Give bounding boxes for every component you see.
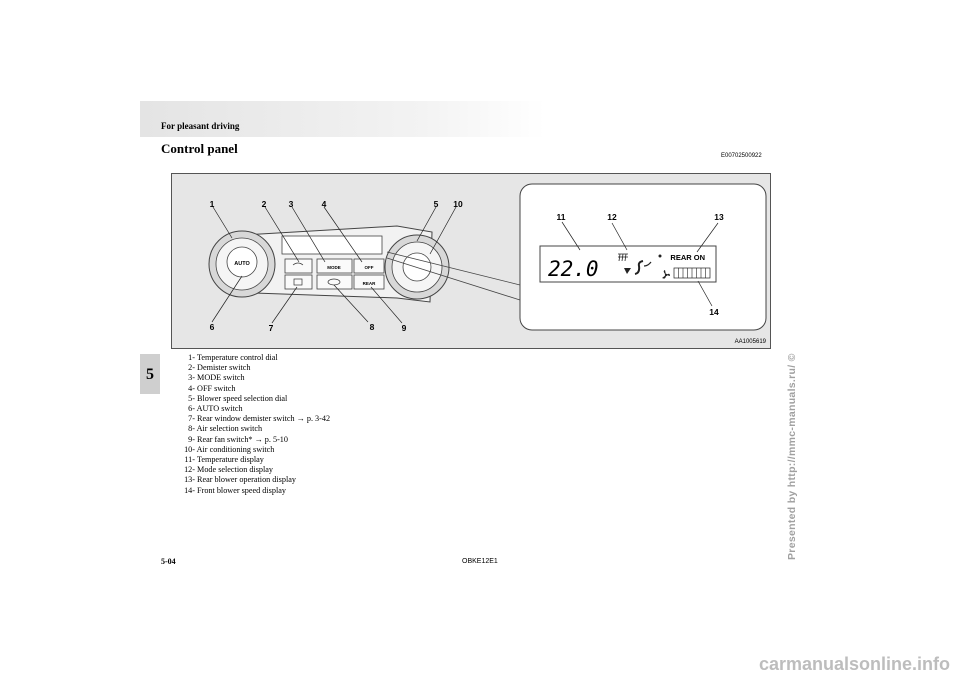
chapter-tab-number: 5 [146,366,154,383]
legend-item: 10- Air conditioning switch [184,444,275,454]
rear-on-display: REAR ON [670,253,705,262]
page-title: Control panel [161,141,238,156]
legend-list [168,353,330,496]
callout-11: 11 [556,212,566,222]
control-panel-illustration [172,174,771,349]
site-footer: carmanualsonline.info [758,654,950,674]
air-selection-switch [317,275,352,289]
legend-item: 3- MODE switch [188,373,245,383]
manual-code: OBKE12E1 [462,558,498,565]
blower-dial [385,235,449,299]
callout-10: 10 [453,199,463,209]
figure-code: AA1005619 [734,339,766,345]
blower-speed-bars [674,268,710,278]
rear-switch-label: REAR [362,281,376,286]
legend-item: 6- AUTO switch [188,404,243,414]
callout-5: 5 [433,199,439,209]
watermark-text: Presented by http://mmc-manuals.ru/ © [786,353,798,560]
panel-display-window [282,236,382,254]
legend-item: 9- Rear fan switch* → p. 5-10 [188,434,288,444]
legend-item: 8- Air selection switch [188,424,263,434]
header-band [140,101,545,137]
temperature-display: 22.0 [548,257,599,281]
legend-item: 2- Demister switch [188,363,251,373]
callout-7: 7 [268,323,274,333]
callout-3: 3 [288,199,294,209]
section-heading: For pleasant driving [161,121,240,131]
legend-item: 5- Blower speed selection dial [188,393,288,403]
off-switch-label: OFF [364,265,374,270]
mode-indicator-dot [659,255,662,258]
callout-2: 2 [261,199,267,209]
callout-4: 4 [321,199,327,209]
callout-14: 14 [709,307,719,317]
legend-item: 12- Mode selection display [184,465,273,475]
legend-item: 14- Front blower speed display [184,485,286,495]
callout-6: 6 [209,322,215,332]
callout-9: 9 [401,323,407,333]
auto-switch-label: AUTO [234,261,250,267]
chapter-tab [140,354,160,394]
legend-item: 13- Rear blower operation display [184,475,296,485]
page-number: 5-04 [161,557,176,566]
legend-item: 4- OFF switch [188,383,236,393]
legend-item: 11- Temperature display [184,455,264,465]
legend-item: 1- Temperature control dial [188,353,278,362]
control-panel-figure [171,173,771,349]
callout-1: 1 [209,199,215,209]
rear-demister-switch [285,275,312,289]
mode-switch-label: MODE [327,265,341,270]
legend-item: 7- Rear window demister switch → p. 3-42 [188,414,331,424]
callout-13: 13 [714,212,724,222]
callout-12: 12 [607,212,617,222]
callout-8: 8 [369,322,375,332]
document-id: E00702500922 [721,153,762,159]
